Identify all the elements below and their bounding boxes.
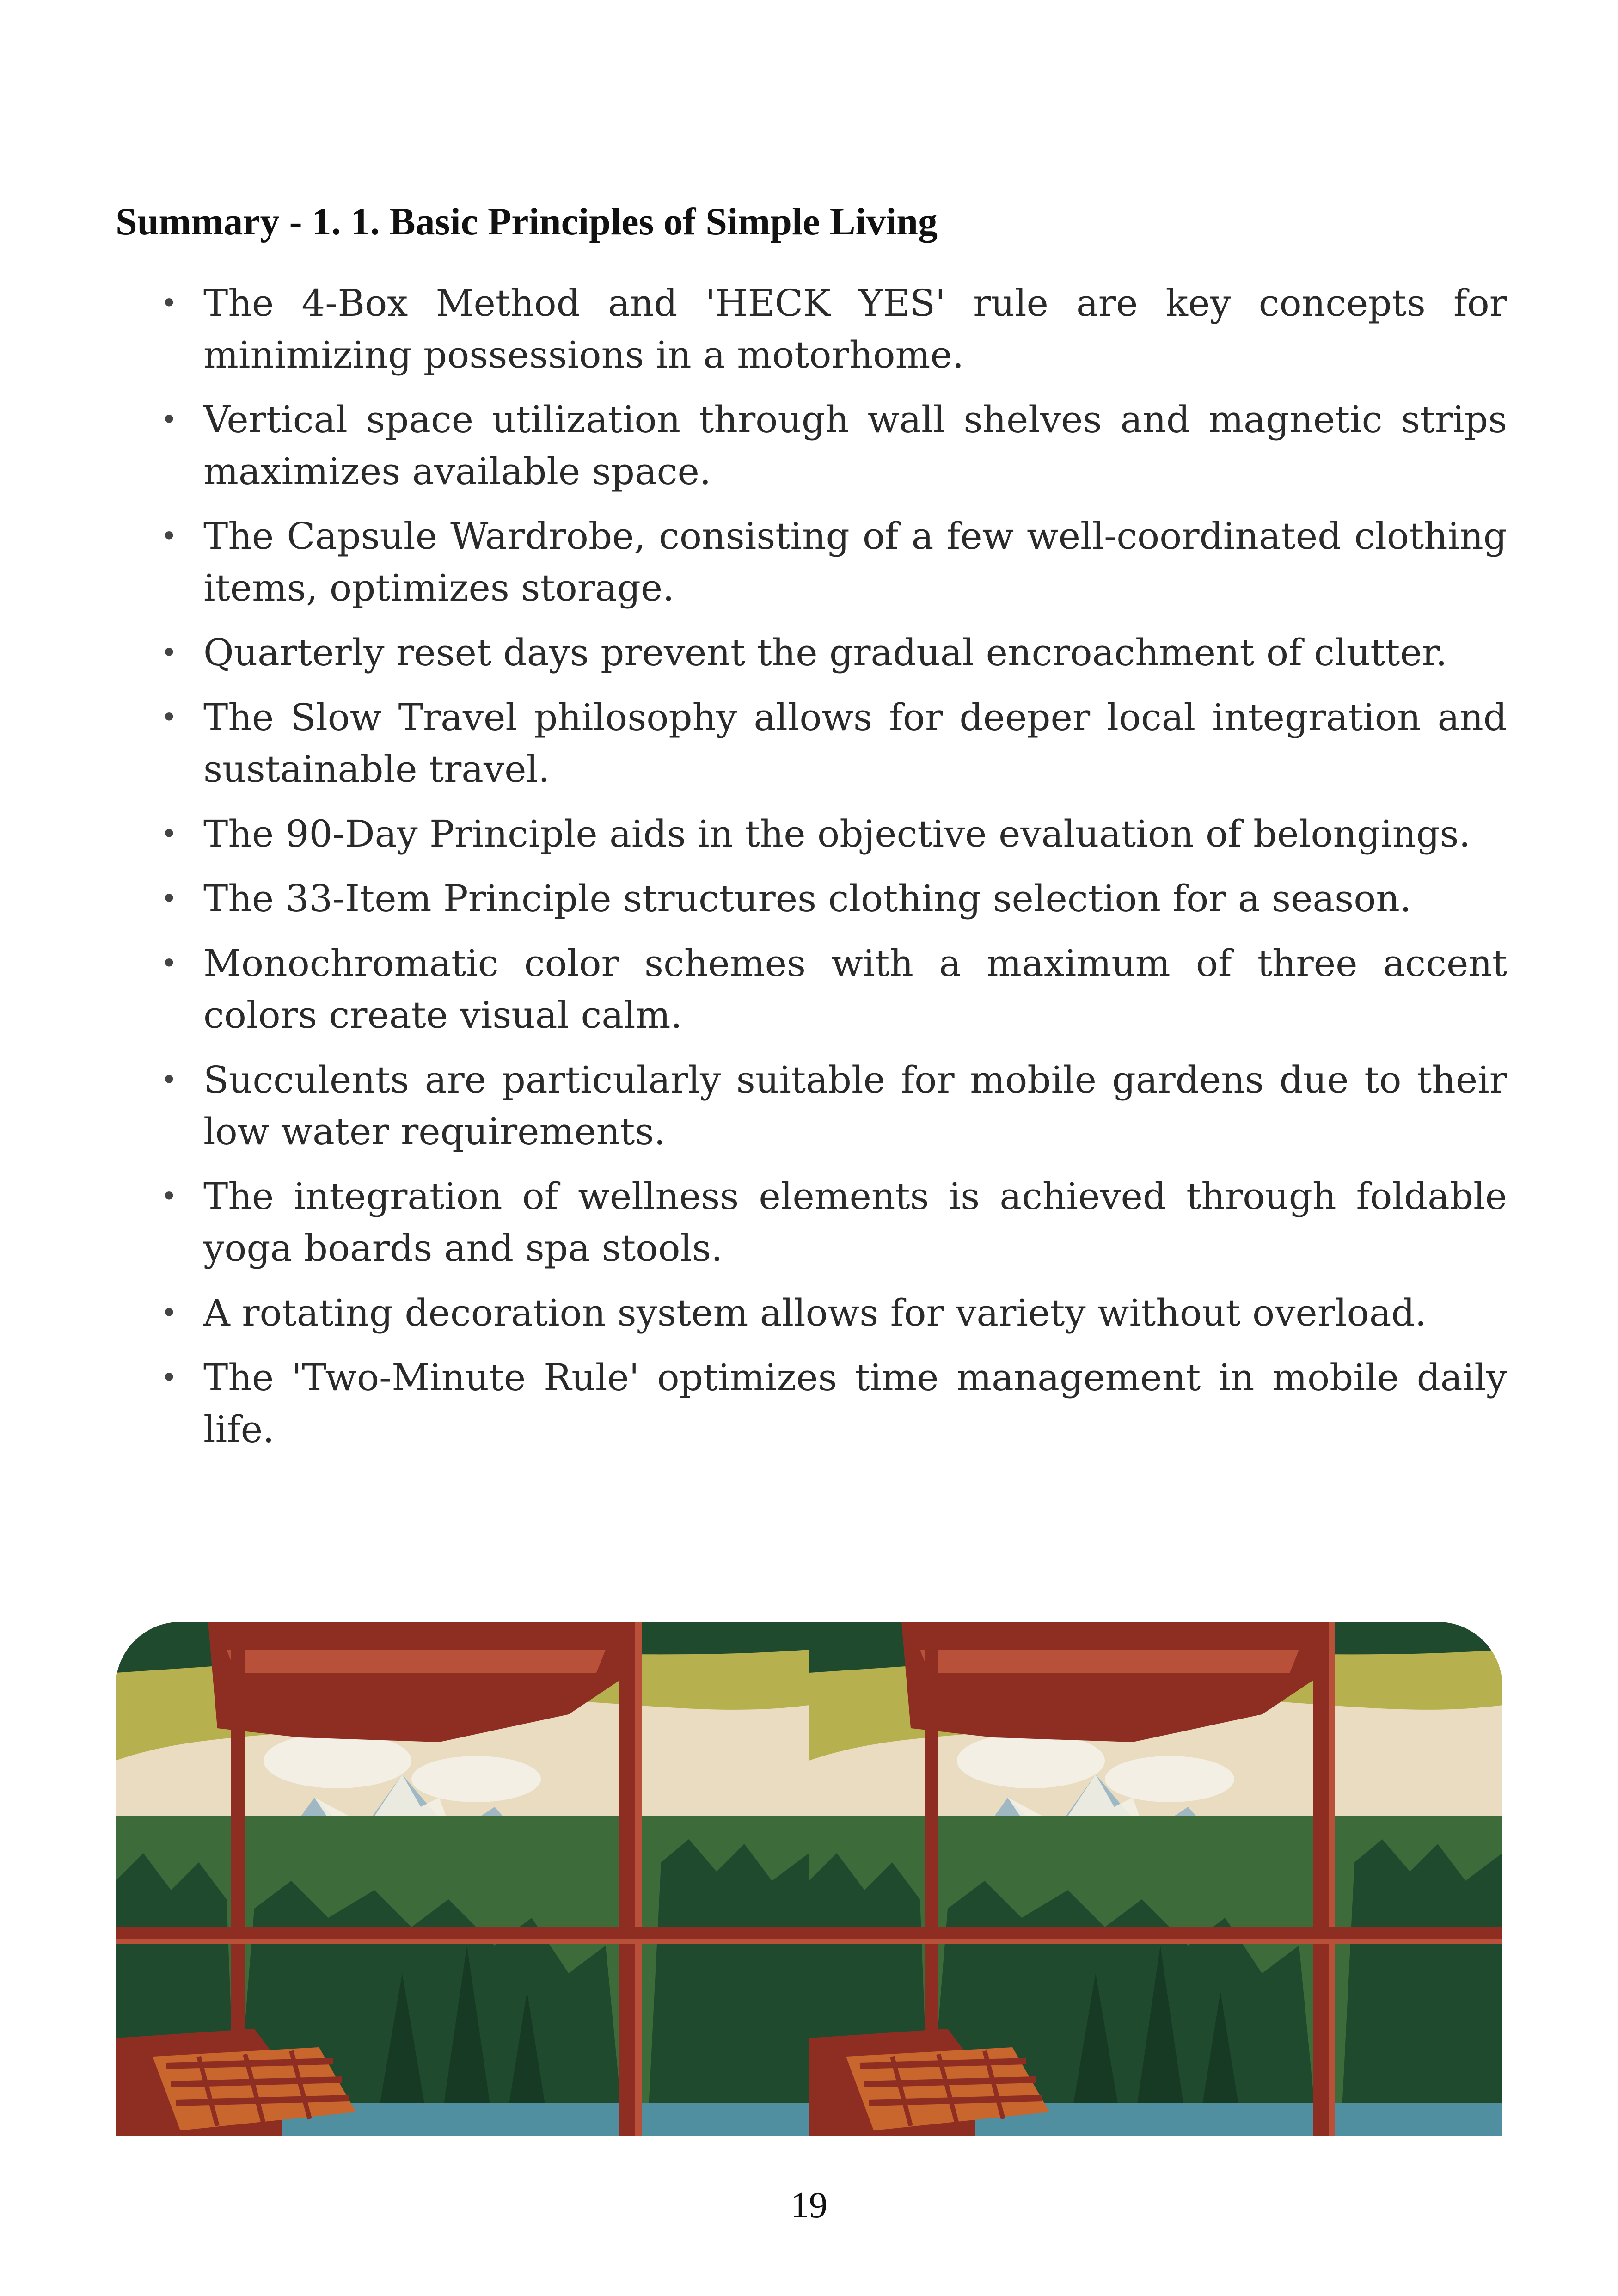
- list-item: [116, 1352, 1507, 1455]
- list-item-text: The 90-Day Principle aids in the objective evaluation of belongings.: [203, 812, 1471, 855]
- bullet-icon: •: [161, 520, 178, 553]
- list-item: [116, 692, 1507, 795]
- list-item-text: The 4-Box Method and 'HECK YES' rule are key concepts for minimizing possessions in a motorhome.: [203, 282, 1507, 376]
- list-item-text: Quarterly reset days prevent the gradual encroachment of clutter.: [203, 631, 1447, 674]
- bullet-icon: •: [161, 701, 178, 734]
- bullet-icon: •: [161, 1180, 178, 1213]
- page-title: Summary - 1. 1. Basic Principles of Simple Living: [116, 200, 938, 243]
- bullet-icon: •: [161, 1297, 178, 1329]
- bullet-icon: •: [161, 404, 178, 436]
- list-item: [116, 1287, 1507, 1339]
- list-item: [116, 394, 1507, 497]
- bullet-icon: •: [161, 818, 178, 850]
- list-item: [116, 873, 1507, 925]
- bullet-icon: •: [161, 1064, 178, 1096]
- bullet-icon: •: [161, 287, 178, 319]
- bullet-icon: •: [161, 947, 178, 980]
- list-item-text: Vertical space utilization through wall shelves and magnetic strips maximizes available space.: [203, 398, 1507, 493]
- list-item-text: The 33-Item Principle structures clothing selection for a season.: [203, 877, 1412, 920]
- list-item: [116, 808, 1507, 860]
- page-number: 19: [791, 2185, 827, 2226]
- list-item-text: The 'Two-Minute Rule' optimizes time management in mobile daily life.: [203, 1356, 1507, 1451]
- list-item-text: The Slow Travel philosophy allows for deeper local integration and sustainable travel.: [203, 696, 1507, 791]
- list-item: [116, 627, 1507, 679]
- bullet-icon: •: [161, 1362, 178, 1394]
- summary-list: [116, 277, 1507, 1468]
- illustration-svg: [116, 1622, 1502, 2136]
- bullet-icon: •: [161, 637, 178, 669]
- list-item: [116, 938, 1507, 1041]
- list-item-text: The Capsule Wardrobe, consisting of a few well-coordinated clothing items, optimizes storage.: [203, 515, 1507, 609]
- list-item: [116, 1171, 1507, 1274]
- list-item: [116, 1054, 1507, 1158]
- bullet-icon: •: [161, 883, 178, 915]
- list-item: [116, 510, 1507, 614]
- list-item-text: The integration of wellness elements is achieved through foldable yoga boards and spa stools.: [203, 1175, 1507, 1270]
- list-item-text: Monochromatic color schemes with a maximum of three accent colors create visual calm.: [203, 942, 1507, 1037]
- list-item-text: A rotating decoration system allows for variety without overload.: [203, 1291, 1427, 1334]
- motorhome-window-illustration: [116, 1622, 1502, 2136]
- list-item-text: Succulents are particularly suitable for mobile gardens due to their low water requirements.: [203, 1058, 1507, 1153]
- list-item: [116, 277, 1507, 381]
